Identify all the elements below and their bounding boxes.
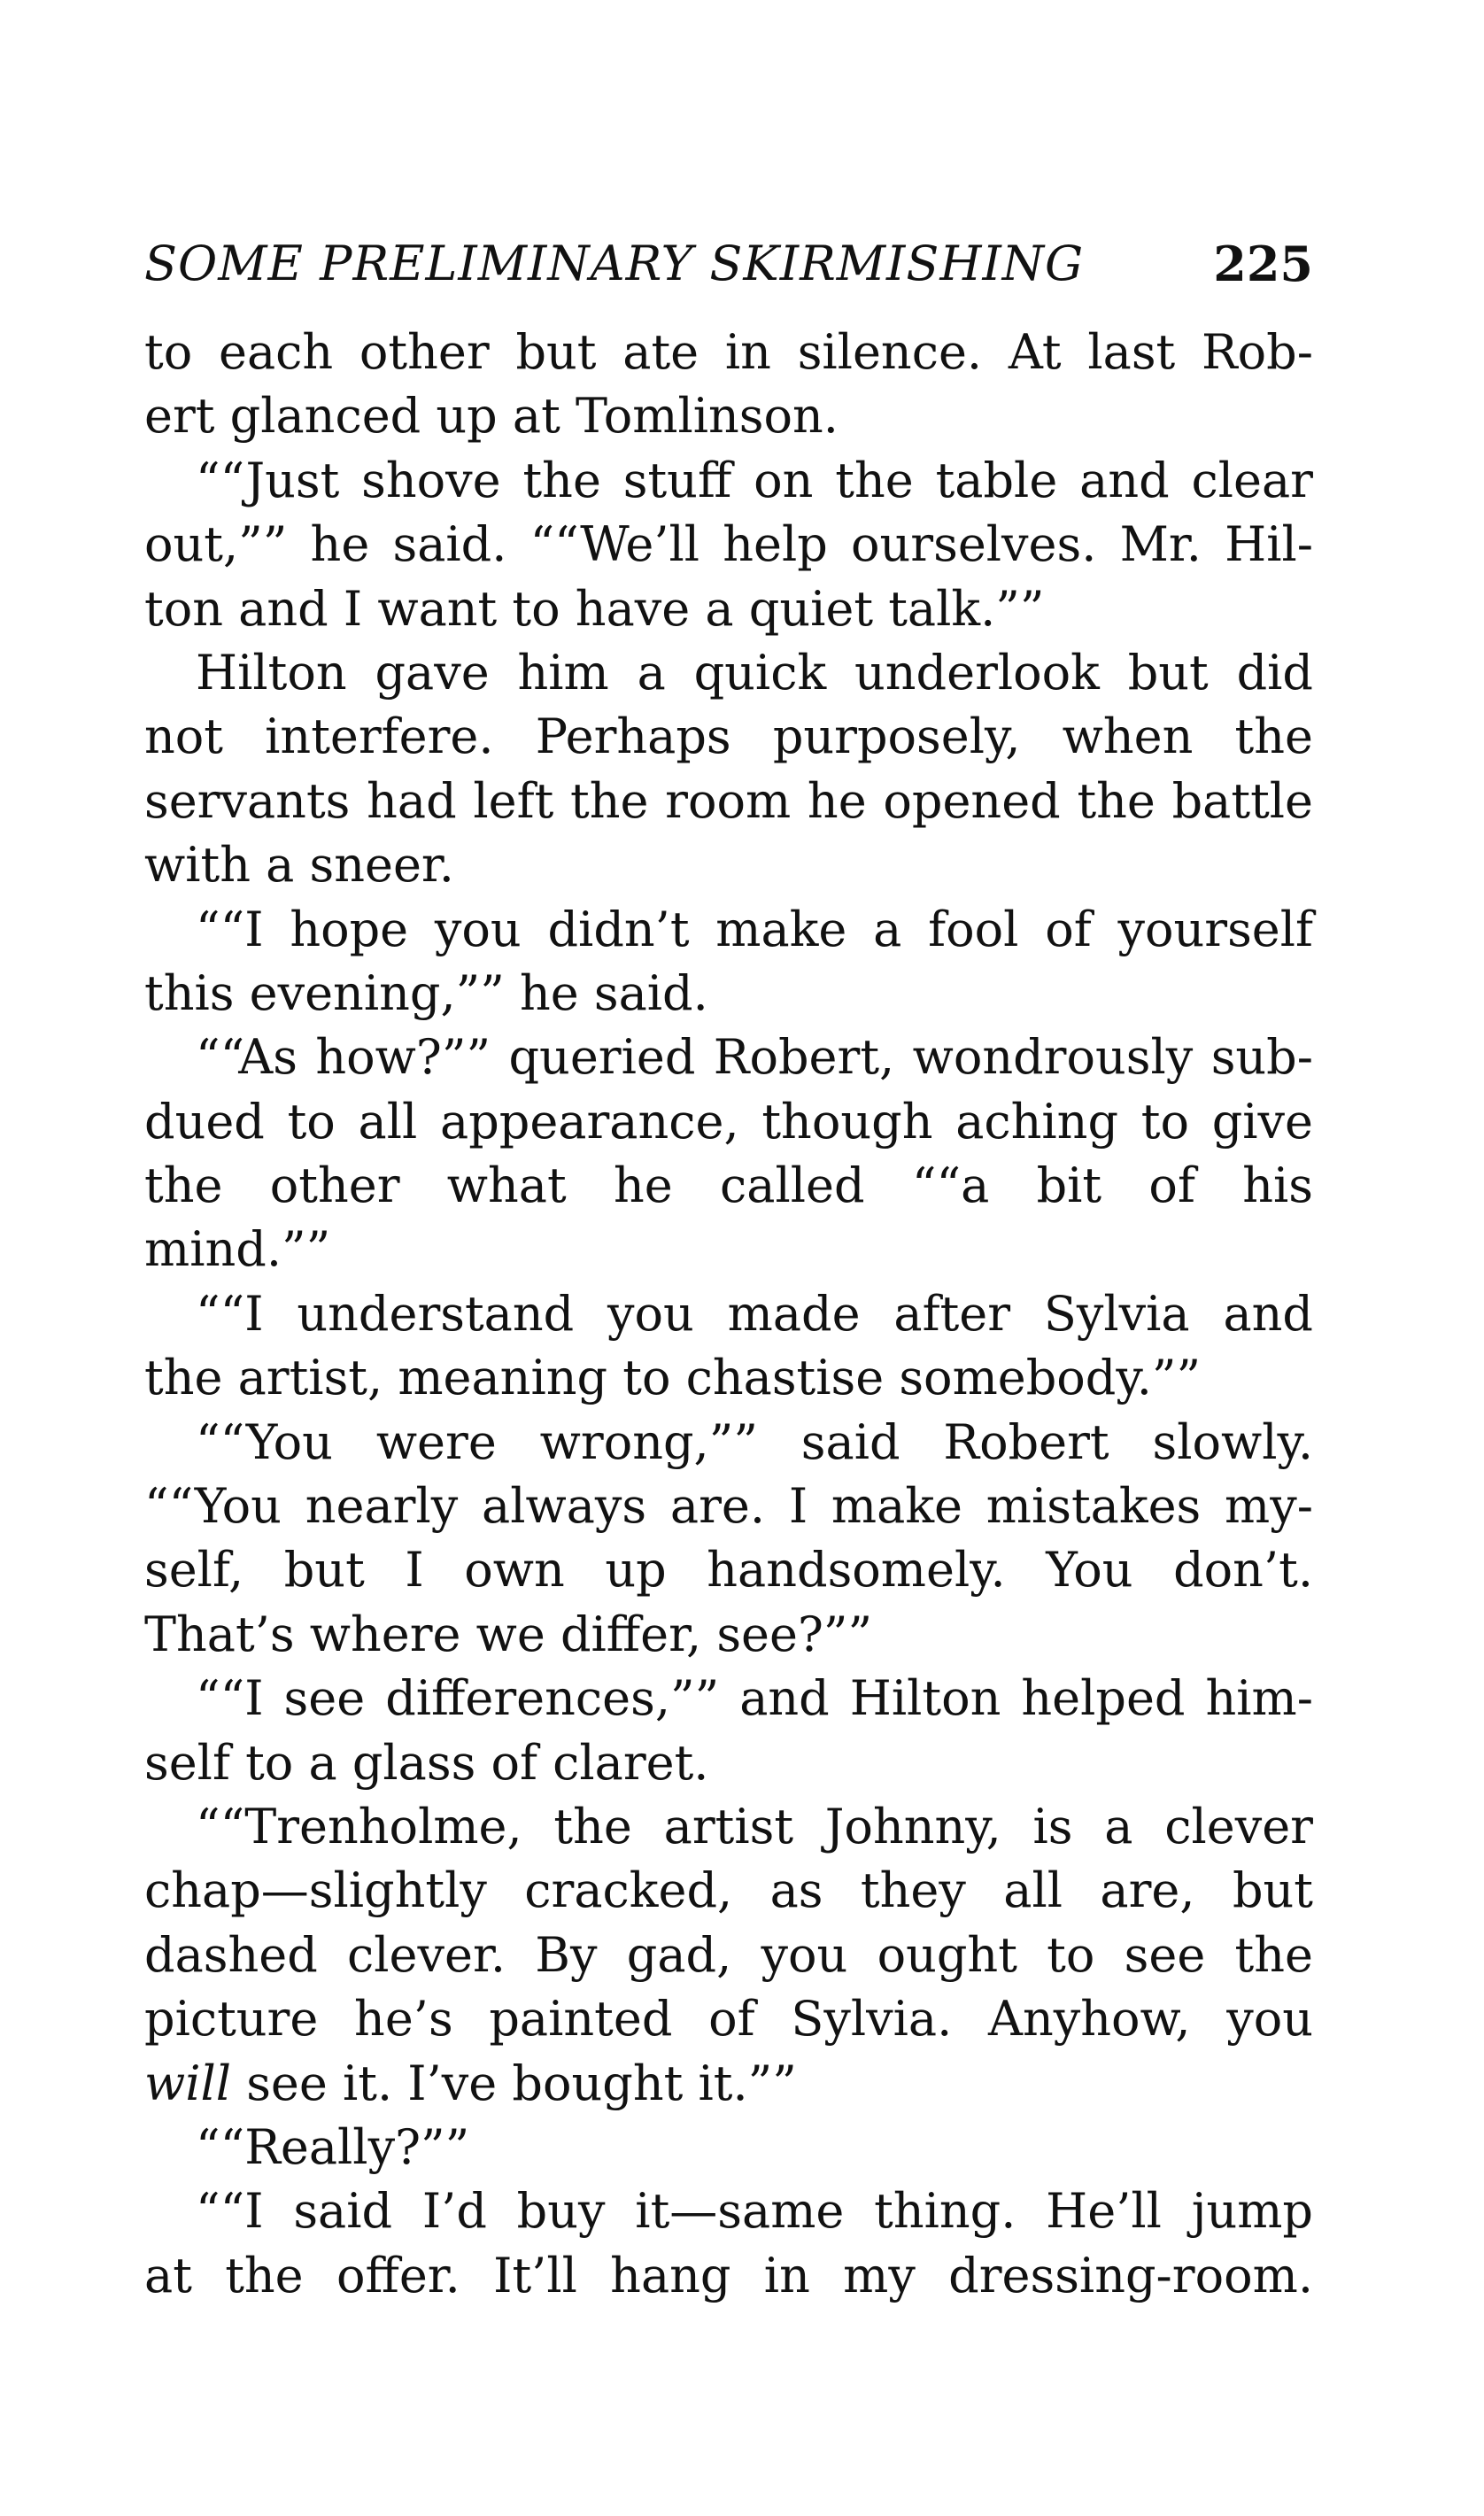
text-line: ““Really?”” (196, 2118, 470, 2175)
text-line: ““I hope you didn’t make a fool of yourself (196, 901, 1313, 957)
text-line: out,”” he said. ““We’ll help ourselves. Mr. Hil- (144, 516, 1313, 573)
text-line: not interfere. Perhaps purposely, when the (144, 708, 1313, 765)
text-line: dued to all appearance, though aching to give (144, 1093, 1313, 1150)
text-line: self to a glass of claret. (144, 1734, 709, 1791)
text-line: Hilton gave him a quick underlook but did (196, 644, 1313, 701)
text-line: servants had left the room he opened the battle (144, 772, 1313, 829)
text-line: mind.”” (144, 1221, 331, 1278)
text-line: chap—slightly cracked, as they all are, but (144, 1862, 1313, 1919)
text-line: ““I understand you made after Sylvia and (196, 1285, 1313, 1342)
text-line: at the offer. It’ll hang in my dressing-room. (144, 2247, 1313, 2303)
text-line: ““Just shove the stuff on the table and clear (196, 452, 1313, 508)
text-line: will see it. I’ve bought it.”” (144, 2055, 797, 2111)
text-line: ““You nearly always are. I make mistakes my- (144, 1478, 1313, 1535)
text-line: with a sneer. (144, 837, 454, 894)
text-line: the artist, meaning to chastise somebody.”” (144, 1350, 1202, 1406)
text-line: ton and I want to have a quiet talk.”” (144, 580, 1045, 637)
text-line: this evening,”” he said. (144, 964, 708, 1021)
text-line: That’s where we differ, see?”” (144, 1606, 873, 1662)
text-line: ““You were wrong,”” said Robert slowly. (196, 1413, 1313, 1470)
running-header (144, 228, 1313, 299)
text-line: ““I see differences,”” and Hilton helped him- (196, 1670, 1313, 1727)
text-line: ert glanced up at Tomlinson. (144, 388, 839, 445)
text-line: the other what he called ““a bit of his (144, 1157, 1313, 1214)
text-line: self, but I own up handsomely. You don’t. (144, 1542, 1313, 1599)
page-number: 225 (1213, 236, 1313, 292)
text-line: picture he’s painted of Sylvia. Anyhow, you (144, 1991, 1313, 2048)
running-header-title: SOME PRELIMINARY SKIRMISHING (144, 236, 1085, 291)
text-line: dashed clever. By gad, you ought to see the (144, 1926, 1313, 1983)
text-line: ““I said I’d buy it—same thing. He’ll jump (196, 2183, 1313, 2240)
text-line: ““Trenholme, the artist Johnny, is a clever (196, 1798, 1313, 1854)
text-line: to each other but ate in silence. At last Rob- (144, 324, 1313, 380)
body-text (144, 321, 1313, 2308)
text-line: ““As how?”” queried Robert, wondrously sub- (196, 1029, 1313, 1086)
